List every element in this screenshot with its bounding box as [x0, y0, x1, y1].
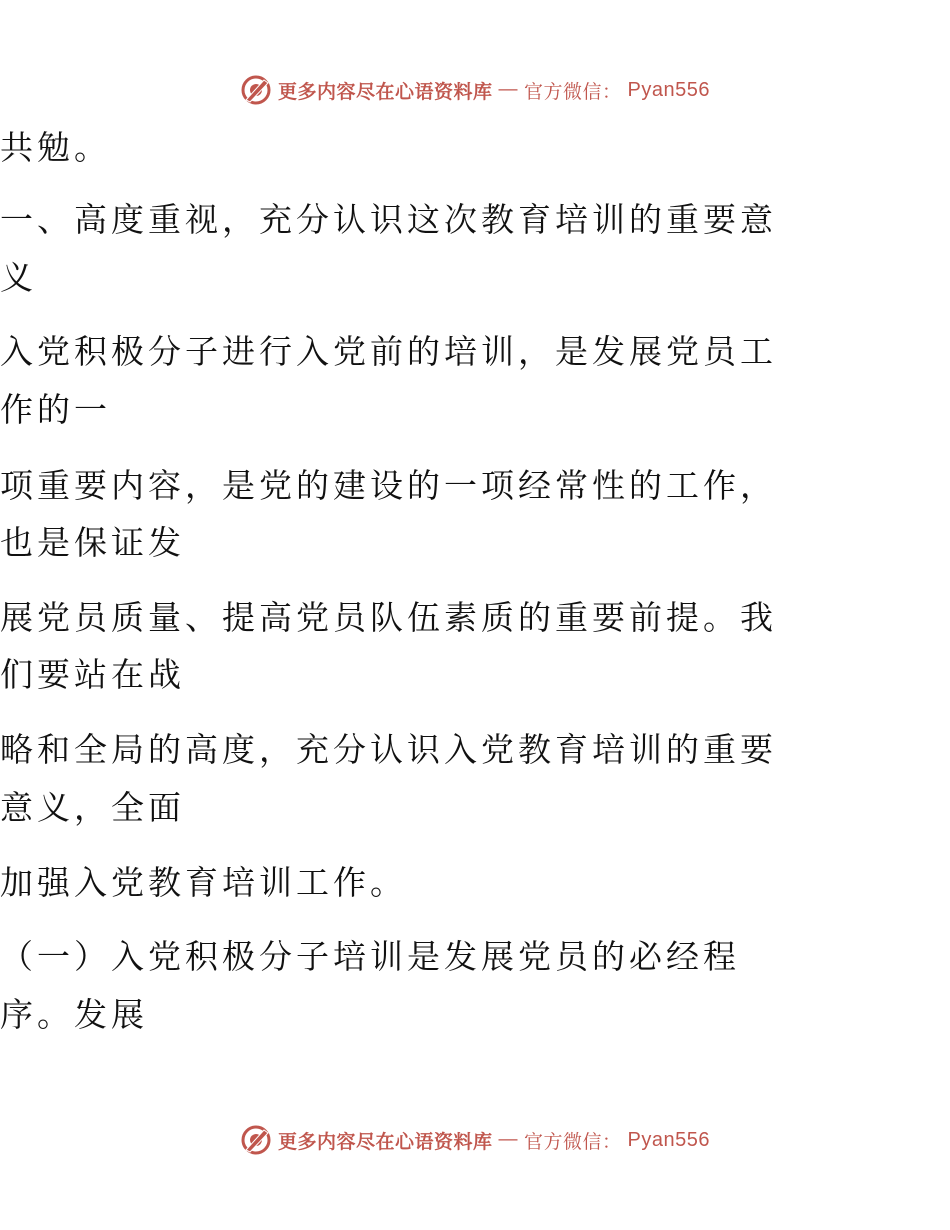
paragraph-line: 也是保证发	[0, 523, 185, 562]
subsection-heading-line: （一）入党积极分子培训是发展党员的必经程	[0, 937, 740, 976]
footer-brand-text: 更多内容尽在心语资料库	[278, 1130, 493, 1153]
paragraph-line: 序。发展	[0, 995, 148, 1034]
paragraph-line: 作的一	[0, 390, 111, 429]
paragraph-line: 项重要内容，是党的建设的一项经常性的工作，	[0, 466, 777, 505]
paragraph-line: 加强入党教育培训工作。	[0, 863, 407, 902]
header-brand-text: 更多内容尽在心语资料库	[278, 80, 493, 103]
footer-dash: —	[498, 1129, 519, 1150]
footer-watermark	[0, 1120, 950, 1160]
section-heading-line: 义	[0, 258, 37, 297]
header-wechat-handle: Pyan556	[627, 78, 710, 101]
paragraph-line: 们要站在战	[0, 655, 185, 694]
section-heading-line: 一、高度重视，充分认识这次教育培训的重要意	[0, 200, 777, 239]
header-dash: —	[498, 79, 519, 100]
paragraph-line: 略和全局的高度，充分认识入党教育培训的重要	[0, 730, 777, 769]
header-wechat-label: 官方微信：	[524, 80, 622, 103]
pen-logo-icon	[240, 1124, 272, 1156]
paragraph-line: 共勉。	[0, 128, 111, 167]
paragraph-line: 展党员质量、提高党员队伍素质的重要前提。我	[0, 598, 777, 637]
paragraph-line: 入党积极分子进行入党前的培训，是发展党员工	[0, 332, 777, 371]
paragraph-line: 意义，全面	[0, 788, 185, 827]
footer-wechat-label: 官方微信：	[524, 1130, 622, 1153]
footer-wechat-handle: Pyan556	[627, 1128, 710, 1151]
